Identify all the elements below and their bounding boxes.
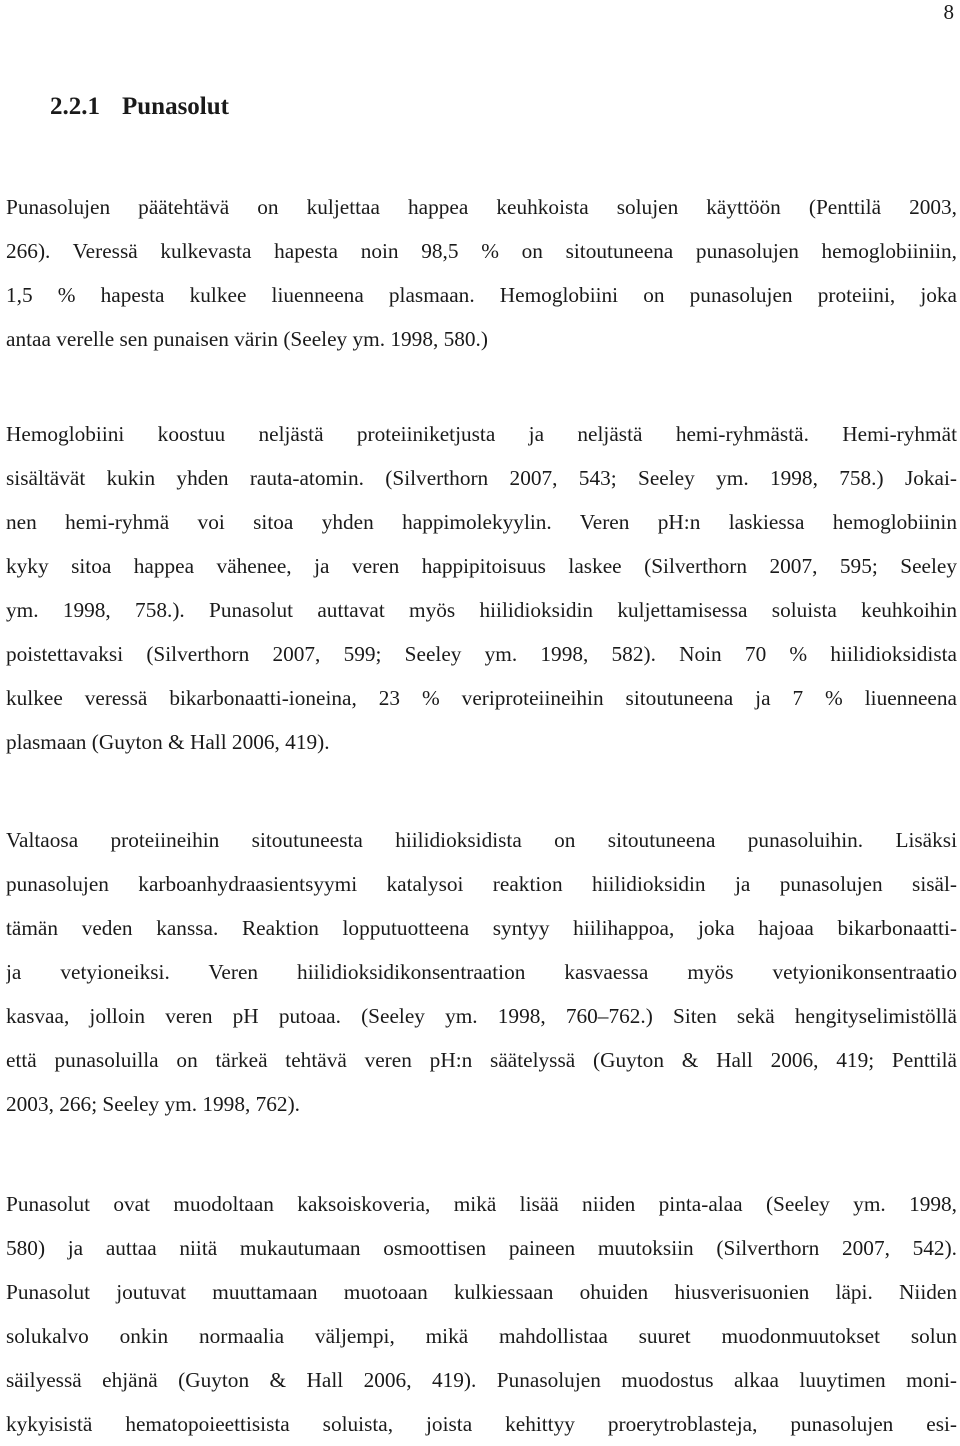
paragraph-line: plasmaan (Guyton & Hall 2006, 419). <box>6 730 330 754</box>
section-heading <box>50 92 229 122</box>
paragraph-line: 2003, 266; Seeley ym. 1998, 762). <box>6 1092 300 1116</box>
paragraph-line: kulkee veressä bikarbonaatti-ioneina, 23 % veriproteiineihin sitoutuneena ja 7 % liuenneena <box>6 686 957 710</box>
paragraph-line: Punasolujen päätehtävä on kuljettaa happea keuhkoista solujen käyttöön (Penttilä 2003, <box>6 195 957 219</box>
paragraph-line: 266). Veressä kulkevasta hapesta noin 98,5 % on sitoutuneena punasolujen hemoglobiiniin, <box>6 239 957 263</box>
paragraph-line: Hemoglobiini koostuu neljästä proteiiniketjusta ja neljästä hemi-ryhmästä. Hemi-ryhmät <box>6 422 957 446</box>
paragraph-line: tämän veden kanssa. Reaktion lopputuotteena syntyy hiilihappoa, joka hajoaa bikarbonaatti- <box>6 916 957 940</box>
section-number: 2.2.1 <box>50 93 100 120</box>
paragraph-line: nen hemi-ryhmä voi sitoa yhden happimolekyylin. Veren pH:n laskiessa hemoglobiinin <box>6 510 957 534</box>
paragraph-line: Valtaosa proteiineihin sitoutuneesta hiilidioksidista on sitoutuneena punasoluihin. Lisäksi <box>6 828 957 852</box>
paragraph-line: ja vetyioneiksi. Veren hiilidioksidikonsentraation kasvaessa myös vetyionikonsentraatio <box>6 960 957 984</box>
paragraph-line: antaa verelle sen punaisen värin (Seeley ym. 1998, 580.) <box>6 327 488 351</box>
paragraph-line: kasvaa, jolloin veren pH putoaa. (Seeley ym. 1998, 760–762.) Siten sekä hengityselimistöllä <box>6 1004 957 1028</box>
section-title: Punasolut <box>122 93 229 120</box>
paragraph-line: ym. 1998, 758.). Punasolut auttavat myös hiilidioksidin kuljettamisessa soluista keuhkoihin <box>6 598 957 622</box>
paragraph-line: kykyisistä hematopoieettisista soluista, joista kehittyy proerytroblasteja, punasolujen esi- <box>6 1412 957 1436</box>
paragraph-line: 580) ja auttaa niitä mukautumaan osmoottisen paineen muutoksiin (Silverthorn 2007, 542). <box>6 1236 957 1260</box>
paragraph-1 <box>6 185 957 361</box>
paragraph-line: kyky sitoa happea vähenee, ja veren happipitoisuus laskee (Silverthorn 2007, 595; Seeley <box>6 554 957 578</box>
paragraph-line: poistettavaksi (Silverthorn 2007, 599; Seeley ym. 1998, 582). Noin 70 % hiilidioksidista <box>6 642 957 666</box>
page-number: 8 <box>943 0 954 24</box>
paragraph-line: Punasolut ovat muodoltaan kaksoiskoveria, mikä lisää niiden pinta-alaa (Seeley ym. 1998, <box>6 1192 957 1216</box>
paragraph-line: punasolujen karboanhydraasientsyymi katalysoi reaktion hiilidioksidin ja punasolujen sisäl- <box>6 872 957 896</box>
paragraph-line: sisältävät kukin yhden rauta-atomin. (Silverthorn 2007, 543; Seeley ym. 1998, 758.) Jokai- <box>6 466 957 490</box>
paragraph-line: solukalvo onkin normaalia väljempi, mikä mahdollistaa suuret muodonmuutokset solun <box>6 1324 957 1348</box>
paragraph-3 <box>6 818 957 1126</box>
paragraph-2 <box>6 412 957 764</box>
paragraph-line: säilyessä ehjänä (Guyton & Hall 2006, 419). Punasolujen muodostus alkaa luuytimen moni- <box>6 1368 957 1392</box>
paragraph-line: 1,5 % hapesta kulkee liuenneena plasmaan. Hemoglobiini on punasolujen proteiini, joka <box>6 283 957 307</box>
paragraph-4 <box>6 1182 957 1446</box>
paragraph-line: Punasolut joutuvat muuttamaan muotoaan kulkiessaan ohuiden hiusverisuonien läpi. Niiden <box>6 1280 957 1304</box>
paragraph-line: että punasoluilla on tärkeä tehtävä veren pH:n säätelyssä (Guyton & Hall 2006, 419; Penttilä <box>6 1048 957 1072</box>
